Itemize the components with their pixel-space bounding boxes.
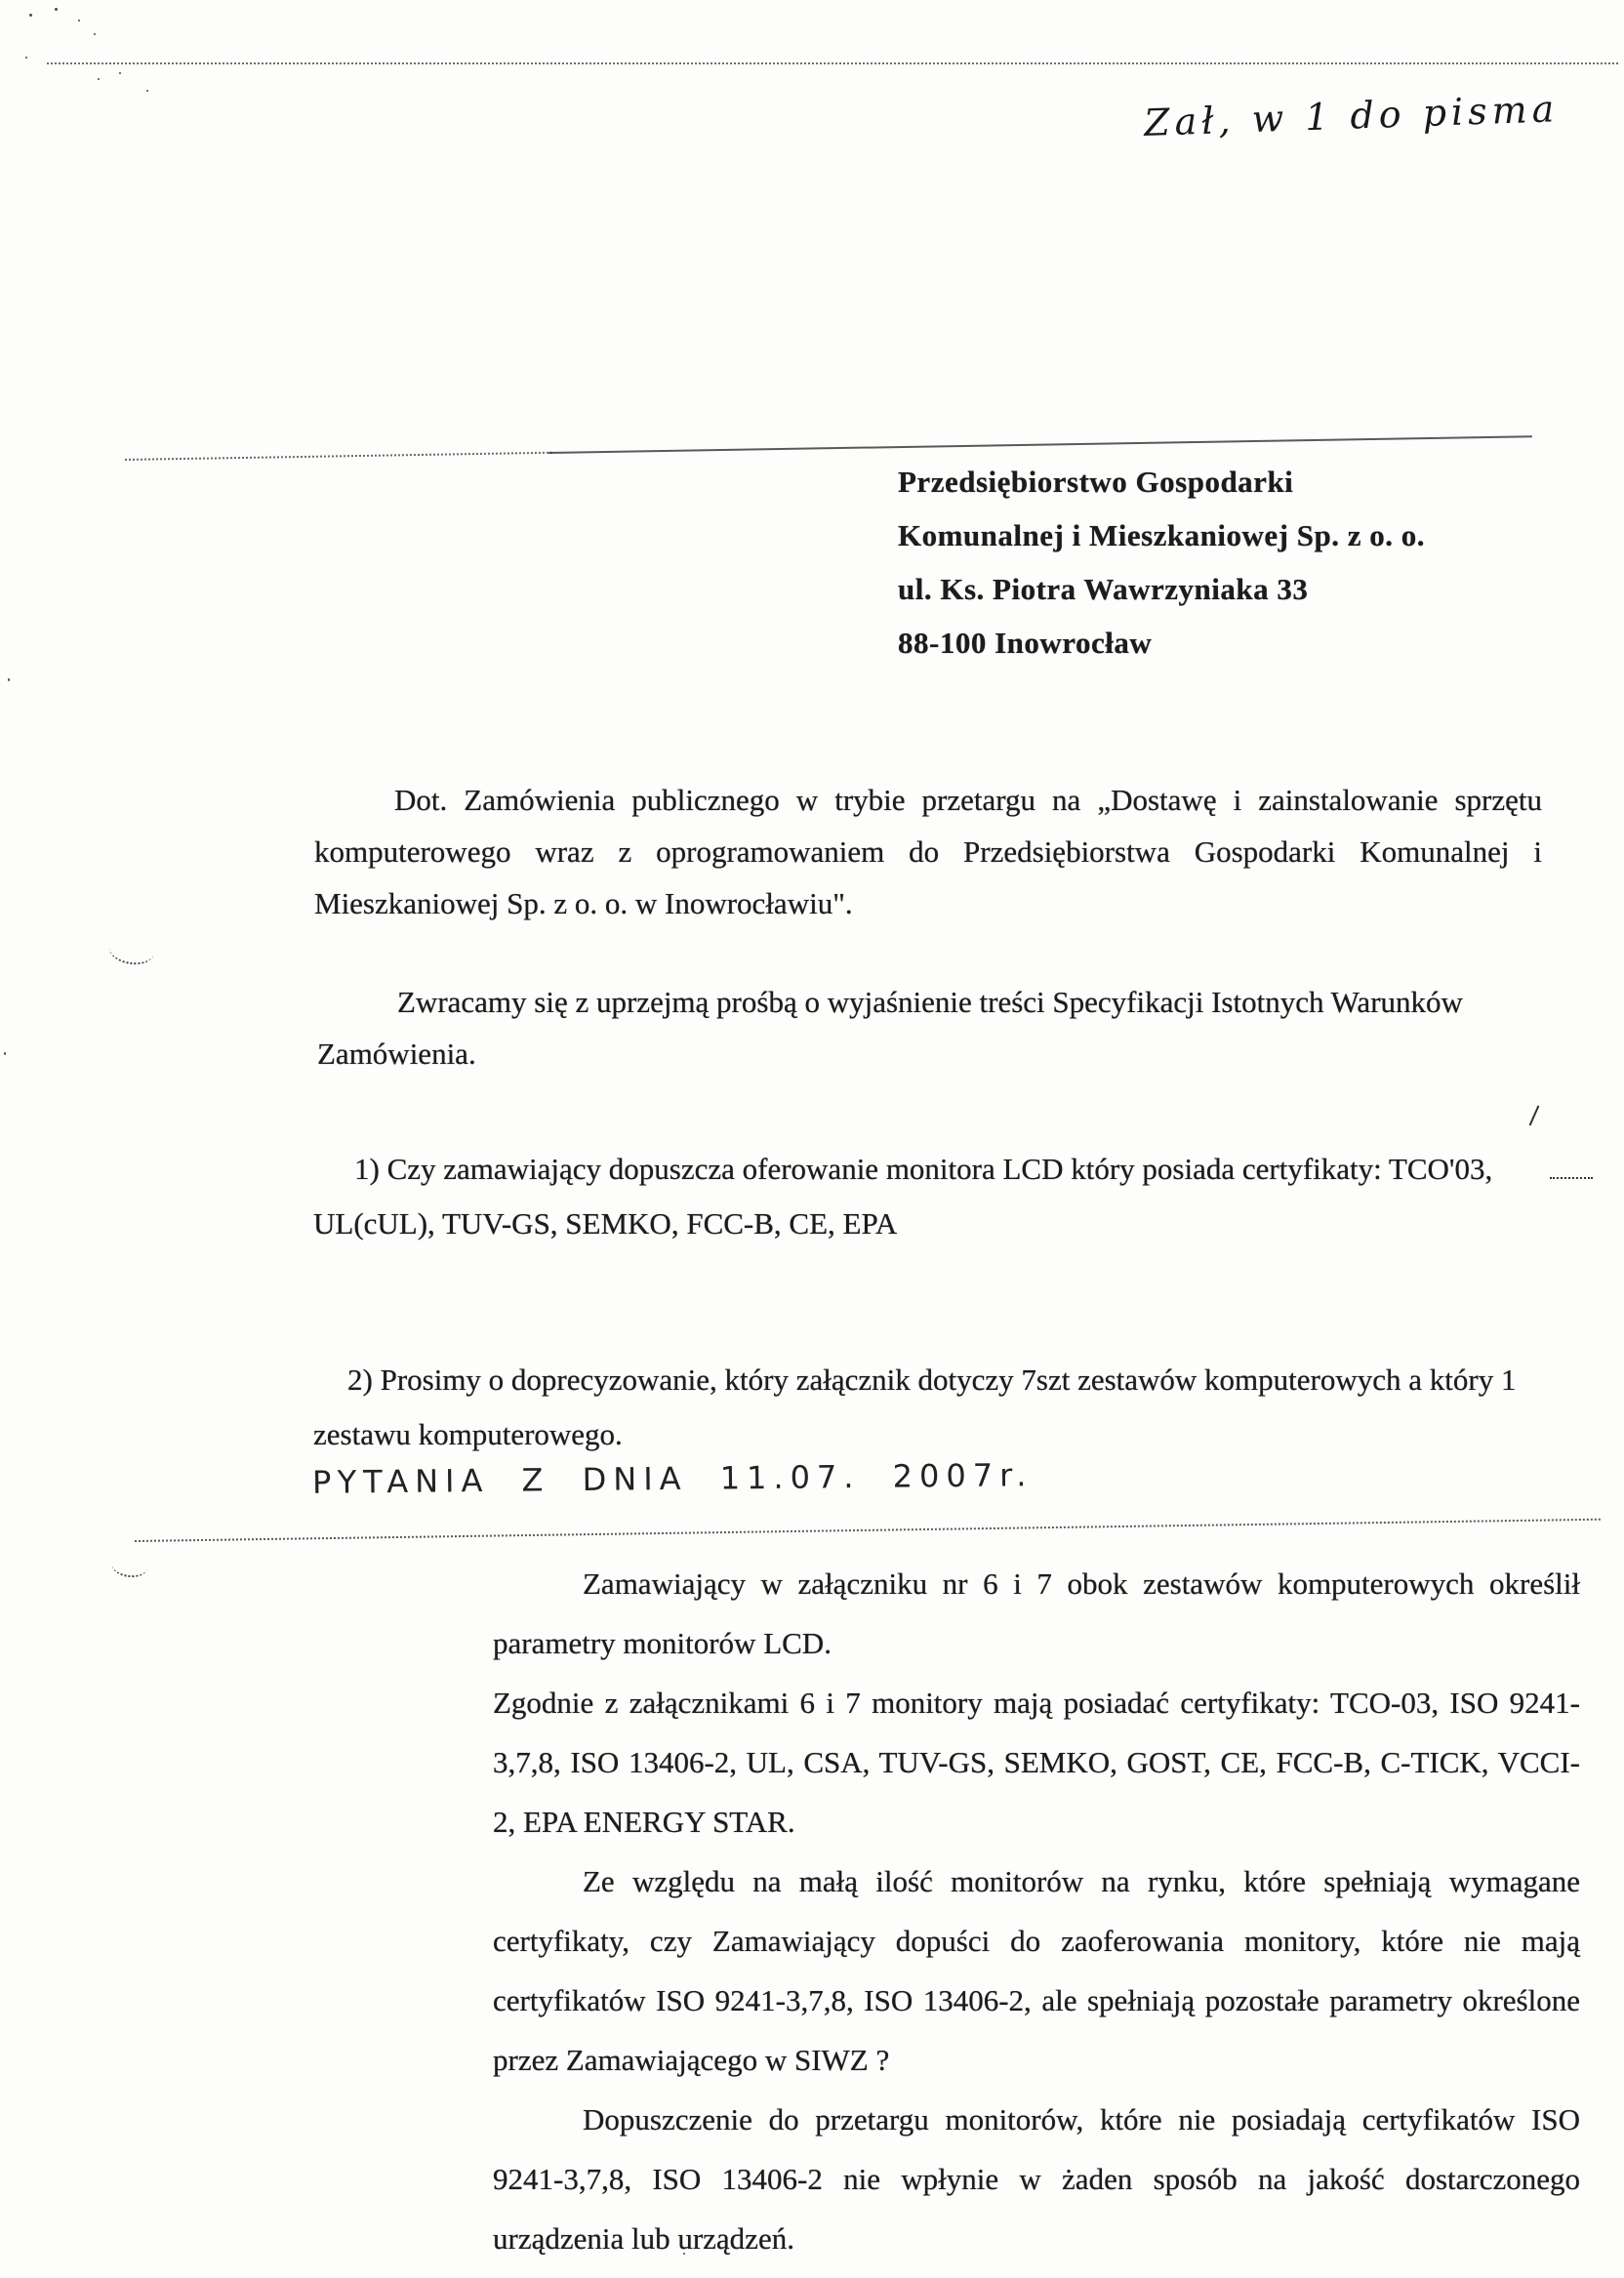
scan-speckle [4,1052,6,1055]
handwritten-note-date: PYTANIA Z DNIA 11.07. 2007r. [311,1456,1034,1501]
scan-speckle [78,20,80,21]
handwritten-note-top: Zał, w 1 do pisma [1143,87,1561,145]
recipient-line-4: 88-100 Inowrocław [898,626,1153,660]
recipient-line-1: Przedsiębiorstwo Gospodarki [898,465,1294,499]
scan-speckle [29,14,32,17]
scan-artifact-address-rule [548,435,1532,454]
answer-section [493,1554,1580,2268]
scan-speckle [98,78,100,80]
scan-speckle [55,8,58,11]
answer-paragraph-3: Ze względu na małą ilość monitorów na rynku, które spełniają wymagane certyfikaty, czy Zamawiający dopuści do zaoferowania monitory, które nie mają certyfikatów ISO 9241-3,7,8, ISO 13406-2, ale spełniają pozostałe parametry określone przez Zamawiającego w SIWZ ? [493,1864,1580,2077]
scan-speckle [119,72,121,74]
scan-artifact-separator-rule [135,1519,1601,1542]
subject-paragraph: Dot. Zamówienia publicznego w trybie przetargu na „Dostawę i zainstalowanie sprzętu komputerowego wraz z oprogramowaniem do Przedsiębiorstwa Gospodarki Komunalnej i Mieszkaniowej Sp. z o. o. w Inowrocławiu". [314,783,1542,920]
scan-speckle [146,90,148,92]
question-1-paragraph: 1) Czy zamawiający dopuszcza oferowanie monitora LCD który posiada certyfikaty: TCO'03, UL(cUL), TUV-GS, SEMKO, FCC-B, CE, EPA [313,1152,1493,1241]
scan-artifact-stroke [1529,1106,1540,1126]
scan-speckle [8,678,10,681]
recipient-address-block [898,455,1522,670]
recipient-line-2: Komunalnej i Mieszkaniowej Sp. z o. o. [898,518,1425,552]
scan-speckle [94,33,96,35]
scan-artifact-dashes [1550,1177,1593,1179]
answer-paragraph-1: Zamawiający w załączniku nr 6 i 7 obok zestawów komputerowych określił parametry monitorów LCD. [493,1566,1580,1660]
answer-paragraph-2: Zgodnie z załącznikami 6 i 7 monitory mają posiadać certyfikaty: TCO-03, ISO 9241-3,7,8, ISO 13406-2, UL, CSA, TUV-GS, SEMKO, GOST, CE, FCC-B, C-TICK, VCCI-2, EPA ENERGY STAR. [493,1686,1580,1839]
scan-speckle [25,57,27,59]
scan-artifact-top-rule [47,62,1618,64]
pen-checkmark-icon [111,1554,148,1579]
recipient-line-3: ul. Ks. Piotra Wawrzyniaka 33 [898,572,1309,606]
answer-paragraph-4: Dopuszczenie do przetargu monitorów, które nie posiadają certyfikatów ISO 9241-3,7,8, ISO 13406-2 nie wpłynie w żaden sposób na jakość dostarczonego urządzenia lub urządzeń. [493,2102,1580,2256]
intro-paragraph: Zwracamy się z uprzejmą prośbą o wyjaśnienie treści Specyfikacji Istotnych Warunków Zamówienia. [317,985,1463,1071]
scan-artifact-address-rule-dotted [125,452,552,461]
question-2-paragraph: 2) Prosimy o doprecyzowanie, który załącznik dotyczy 7szt zestawów komputerowych a który 1 zestawu komputerowego. [313,1363,1517,1451]
pen-checkmark-icon [107,934,155,967]
